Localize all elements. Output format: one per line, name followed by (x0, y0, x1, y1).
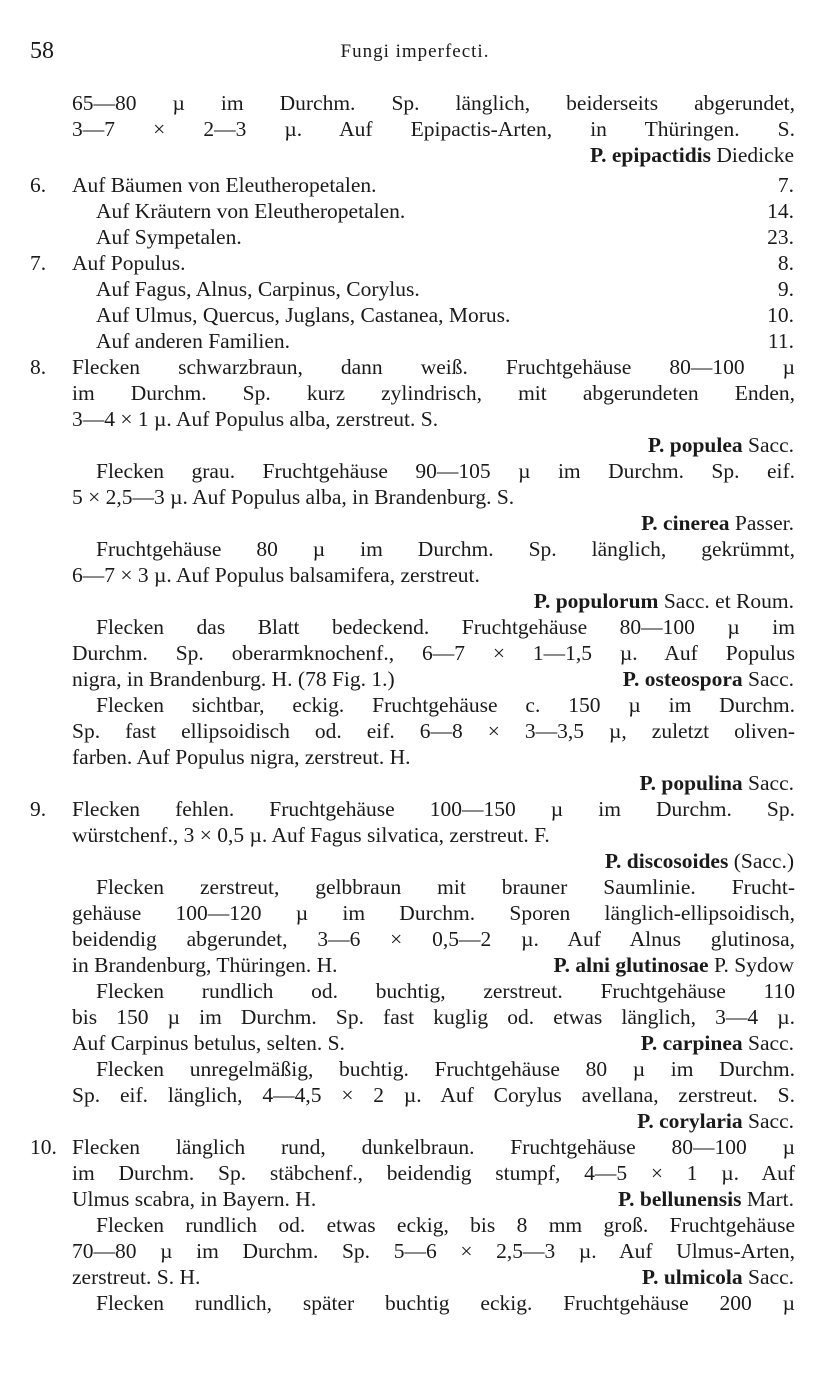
line-text: Flecken länglich rund, dunkelbraun. Fruchtgehäuse 80—100 µ (72, 1135, 795, 1159)
text-line (0, 458, 830, 484)
text-line (0, 926, 830, 952)
text-line (0, 1082, 830, 1108)
line-text: 6—7 × 3 µ. Auf Populus balsamifera, zerstreut. (72, 563, 480, 587)
species-binomial: P. populina (639, 771, 743, 795)
text-line (0, 354, 830, 380)
species-author: Sacc. (748, 1031, 794, 1055)
line-text: zerstreut. S. H. (72, 1265, 201, 1289)
species-name (641, 1030, 794, 1056)
species-name (639, 770, 794, 796)
species-author: Sacc. (748, 1109, 794, 1133)
text-line (0, 328, 830, 354)
species-binomial: P. discosoides (604, 849, 729, 873)
line-text: Ulmus scabra, in Bayern. H. (72, 1187, 317, 1211)
species-binomial: P. epipactidis (589, 143, 712, 167)
species-name (642, 1264, 794, 1290)
line-text: Auf Populus. (72, 251, 186, 275)
species-binomial: P. alni glutinosae (553, 953, 709, 977)
line-text: Flecken rundlich od. buchtig, zerstreut. Fruchtgehäuse 110 (96, 979, 795, 1003)
text-line (0, 1238, 830, 1264)
text-line (0, 796, 830, 822)
species-author: Diedicke (716, 143, 794, 167)
line-text: Flecken unregelmäßig, buchtig. Fruchtgehäuse 80 µ im Durchm. (96, 1057, 795, 1081)
key-number: 9. (30, 797, 47, 821)
text-line (0, 900, 830, 926)
key-reference: 8. (777, 251, 794, 275)
species-author: Sacc. (748, 667, 794, 691)
line-text: Flecken rundlich od. etwas eckig, bis 8 mm groß. Fruchtgehäuse (96, 1213, 795, 1237)
line-text: in Brandenburg, Thüringen. H. (72, 953, 338, 977)
species-name (618, 1186, 794, 1212)
text-line (0, 1186, 830, 1212)
line-text: Flecken das Blatt bedeckend. Fruchtgehäuse 80—100 µ im (96, 615, 795, 639)
line-text: Durchm. Sp. oberarmknochenf., 6—7 × 1—1,5 µ. Auf Populus (72, 641, 795, 665)
line-text: im Durchm. Sp. kurz zylindrisch, mit abgerundeten Enden, (72, 381, 795, 405)
line-text: 5 × 2,5—3 µ. Auf Populus alba, in Brandenburg. S. (72, 485, 515, 509)
text-line (0, 1030, 830, 1056)
species-author: Sacc. (748, 433, 794, 457)
page-number: 58 (30, 38, 54, 64)
line-text: bis 150 µ im Durchm. Sp. fast kuglig od. etwas länglich, 3—4 µ. (72, 1005, 795, 1029)
text-line (0, 640, 830, 666)
species-author: Sacc. (748, 771, 794, 795)
text-line (0, 276, 830, 302)
line-text: farben. Auf Populus nigra, zerstreut. H. (72, 745, 411, 769)
species-binomial: P. osteospora (622, 667, 743, 691)
species-binomial: P. ulmicola (641, 1265, 743, 1289)
text-line (0, 666, 830, 692)
running-head: Fungi imperfecti. (340, 41, 490, 62)
line-text: 65—80 µ im Durchm. Sp. länglich, beiderseits abgerundet, (72, 91, 795, 115)
species-name (623, 666, 794, 692)
species-name (648, 432, 794, 458)
species-name (637, 1108, 794, 1134)
text-line (0, 718, 830, 744)
text-line (0, 142, 830, 168)
text-line (0, 116, 830, 142)
species-name (553, 952, 794, 978)
text-line (0, 770, 830, 796)
text-line (0, 432, 830, 458)
text-line (0, 588, 830, 614)
species-binomial: P. carpinea (640, 1031, 743, 1055)
text-line (0, 978, 830, 1004)
text-line (0, 380, 830, 406)
species-author: Passer. (734, 511, 794, 535)
text-line (0, 614, 830, 640)
species-binomial: P. cinerea (641, 511, 730, 535)
text-line (0, 1160, 830, 1186)
line-text: Flecken grau. Fruchtgehäuse 90—105 µ im Durchm. Sp. eif. (96, 459, 795, 483)
text-line (0, 406, 830, 432)
line-text: 70—80 µ im Durchm. Sp. 5—6 × 2,5—3 µ. Auf Ulmus-Arten, (72, 1239, 795, 1263)
text-line (0, 224, 830, 250)
text-line (0, 90, 830, 116)
text-line (0, 1108, 830, 1134)
key-number: 6. (30, 173, 47, 197)
text-line (0, 744, 830, 770)
line-text: Fruchtgehäuse 80 µ im Durchm. Sp. länglich, gekrümmt, (96, 537, 795, 561)
key-reference: 9. (777, 277, 794, 301)
species-author: (Sacc.) (733, 849, 794, 873)
line-text: Flecken sichtbar, eckig. Fruchtgehäuse c. 150 µ im Durchm. (96, 693, 795, 717)
line-text: Sp. eif. länglich, 4—4,5 × 2 µ. Auf Corylus avellana, zerstreut. S. (72, 1083, 795, 1107)
text-line (0, 692, 830, 718)
line-text: Auf Ulmus, Quercus, Juglans, Castanea, Morus. (96, 303, 511, 327)
line-text: 3—7 × 2—3 µ. Auf Epipactis-Arten, in Thüringen. S. (72, 117, 795, 141)
text-line (0, 848, 830, 874)
species-name (641, 510, 794, 536)
species-binomial: P. populorum (533, 589, 659, 613)
text-line (0, 250, 830, 276)
species-binomial: P. bellunensis (617, 1187, 742, 1211)
line-text: Flecken fehlen. Fruchtgehäuse 100—150 µ im Durchm. Sp. (72, 797, 795, 821)
line-text: nigra, in Brandenburg. H. (78 Fig. 1.) (72, 667, 395, 691)
text-line (0, 302, 830, 328)
key-number: 10. (30, 1135, 57, 1159)
text-line (0, 1290, 830, 1316)
line-text: Flecken rundlich, später buchtig eckig. Fruchtgehäuse 200 µ (96, 1291, 795, 1315)
line-text: Auf Kräutern von Eleutheropetalen. (96, 199, 406, 223)
text-line (0, 1212, 830, 1238)
line-text: Auf Carpinus betulus, selten. S. (72, 1031, 345, 1055)
text-line (0, 172, 830, 198)
text-line (0, 952, 830, 978)
species-name (534, 588, 794, 614)
text-line (0, 198, 830, 224)
line-text: Auf anderen Familien. (96, 329, 291, 353)
species-author: Sacc. et Roum. (663, 589, 794, 613)
text-line (0, 484, 830, 510)
species-name (605, 848, 794, 874)
key-reference: 14. (767, 199, 794, 223)
species-author: Sacc. (748, 1265, 794, 1289)
line-text: würstchenf., 3 × 0,5 µ. Auf Fagus silvatica, zerstreut. F. (72, 823, 550, 847)
key-reference: 10. (767, 303, 794, 327)
text-line (0, 510, 830, 536)
key-number: 7. (30, 251, 47, 275)
text-line (0, 1056, 830, 1082)
line-text: im Durchm. Sp. stäbchenf., beidendig stumpf, 4—5 × 1 µ. Auf (72, 1161, 795, 1185)
text-line (0, 562, 830, 588)
line-text: gehäuse 100—120 µ im Durchm. Sporen länglich-ellipsoidisch, (72, 901, 795, 925)
text-line (0, 1264, 830, 1290)
line-text: Flecken schwarzbraun, dann weiß. Fruchtgehäuse 80—100 µ (72, 355, 795, 379)
text-line (0, 536, 830, 562)
line-text: Auf Fagus, Alnus, Carpinus, Corylus. (96, 277, 420, 301)
line-text: Flecken zerstreut, gelbbraun mit brauner Saumlinie. Frucht- (96, 875, 795, 899)
key-reference: 23. (767, 225, 794, 249)
species-author: P. Sydow (713, 953, 794, 977)
species-binomial: P. populea (647, 433, 743, 457)
line-text: Auf Sympetalen. (96, 225, 242, 249)
key-reference: 7. (777, 173, 794, 197)
line-text: beidendig abgerundet, 3—6 × 0,5—2 µ. Auf Alnus glutinosa, (72, 927, 795, 951)
text-line (0, 822, 830, 848)
key-reference: 11. (767, 329, 794, 353)
species-name (590, 142, 794, 168)
line-text: 3—4 × 1 µ. Auf Populus alba, zerstreut. S. (72, 407, 439, 431)
line-text: Sp. fast ellipsoidisch od. eif. 6—8 × 3—3,5 µ, zuletzt oliven- (72, 719, 795, 743)
key-number: 8. (30, 355, 47, 379)
line-text: Auf Bäumen von Eleutheropetalen. (72, 173, 377, 197)
text-line (0, 874, 830, 900)
species-binomial: P. corylaria (637, 1109, 743, 1133)
text-line (0, 1004, 830, 1030)
text-line (0, 1134, 830, 1160)
species-author: Mart. (746, 1187, 794, 1211)
